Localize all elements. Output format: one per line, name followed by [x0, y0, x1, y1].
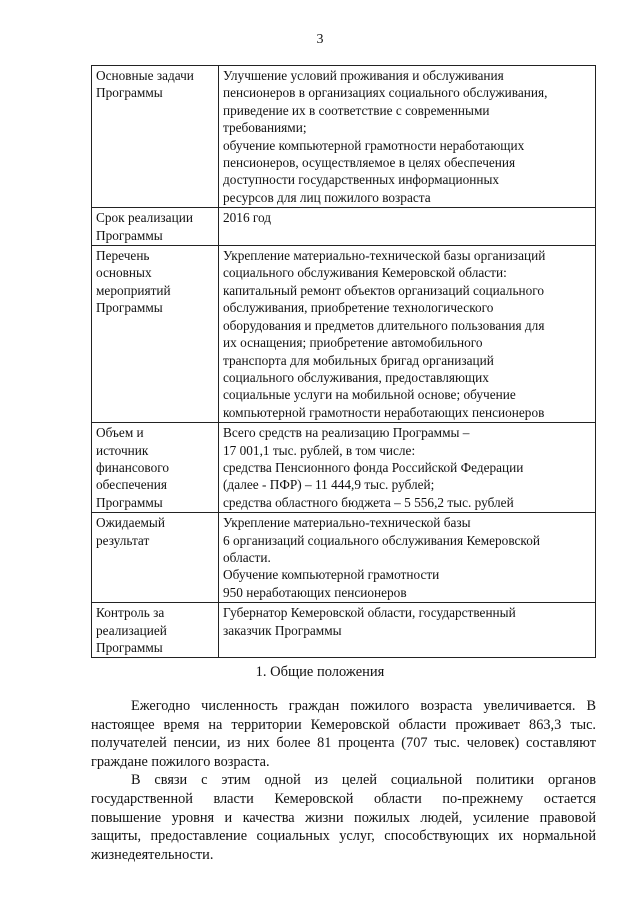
- row-value-line: социальные услуги на мобильной основе; обучение: [223, 387, 516, 403]
- row-value-cell: [219, 513, 596, 603]
- row-label-line: Объем и: [96, 425, 144, 441]
- row-value-line: компьютерной грамотности неработающих пенсионеров: [223, 404, 545, 420]
- row-label-line: обеспечения: [96, 477, 167, 493]
- row-label-cell: [92, 66, 219, 208]
- row-value-line: капитальный ремонт объектов организаций социального: [223, 282, 545, 298]
- row-label-line: основных: [96, 265, 152, 281]
- row-label-cell: [92, 513, 219, 603]
- row-value-line: оборудования и предметов длительного пользования для: [223, 317, 545, 333]
- row-value-cell: [219, 66, 596, 208]
- body-text: [91, 697, 596, 864]
- row-value-line: заказчик Программы: [223, 622, 342, 638]
- row-value-line: Обучение компьютерной грамотности: [223, 567, 440, 583]
- row-label-line: источник: [96, 442, 149, 458]
- row-value-line: Всего средств на реализацию Программы –: [223, 425, 470, 441]
- row-label-cell: [92, 246, 219, 423]
- row-value-line: Улучшение условий проживания и обслуживания: [223, 68, 504, 83]
- paragraph-line: настоящее время на территории Кемеровской области проживает 863,3 тыс.: [91, 716, 596, 733]
- row-value-line: 6 организаций социального обслуживания Кемеровской: [223, 532, 540, 548]
- row-value-line: средства Пенсионного фонда Российской Федерации: [223, 459, 524, 475]
- row-value-line: транспорта для мобильных бригад организаций: [223, 352, 494, 368]
- page-number: 3: [316, 32, 324, 47]
- row-label-cell: [92, 208, 219, 246]
- row-label-line: результат: [96, 532, 150, 548]
- table-row: [92, 66, 596, 208]
- row-value-line: обслуживания, приобретение технологического: [223, 300, 494, 316]
- row-value-line: требованиями;: [223, 120, 307, 136]
- row-label-line: Основные задачи: [96, 68, 194, 83]
- row-value-cell: [219, 423, 596, 513]
- row-label-line: Срок реализации: [96, 210, 193, 226]
- row-value-line: Укрепление материально-технической базы: [223, 515, 471, 531]
- row-label-line: Перечень: [96, 248, 150, 264]
- row-value-line: пенсионеров, осуществляемое в целях обеспечения: [223, 155, 516, 171]
- row-value-cell: [219, 603, 596, 658]
- paragraph-line: В связи с этим одной из целей социальной политики органов: [131, 772, 596, 789]
- row-label-line: Программы: [96, 300, 163, 316]
- row-value-line: области.: [223, 549, 271, 565]
- row-label-cell: [92, 603, 219, 658]
- paragraph-line: жизнедеятельности.: [91, 846, 214, 863]
- paragraph-line: граждане пожилого возраста.: [91, 753, 270, 770]
- table-row: [92, 246, 596, 423]
- row-value-line: 2016 год: [223, 210, 272, 226]
- row-value-line: (далее - ПФР) – 11 444,9 тыс. рублей;: [223, 477, 435, 493]
- paragraph-line: Ежегодно численность граждан пожилого возраста увеличивается. В: [131, 698, 596, 714]
- paragraph-line: получателей пенсии, из них более 81 процента (707 тыс. человек) составляют: [91, 735, 596, 752]
- paragraph-line: повышение уровня и качества жизни пожилых людей, усиление правовой: [91, 809, 596, 826]
- row-value-line: доступности государственных информационных: [223, 172, 500, 188]
- row-value-line: приведение их в соответствие с современными: [223, 102, 490, 118]
- row-value-line: их оснащения; приобретение автомобильного: [223, 335, 483, 351]
- row-label-line: Программы: [96, 640, 163, 655]
- row-value-line: Губернатор Кемеровской области, государственный: [223, 605, 516, 621]
- row-value-line: обучение компьютерной грамотности неработающих: [223, 137, 525, 153]
- row-value-line: ресурсов для лиц пожилого возраста: [223, 189, 431, 205]
- row-label-line: Программы: [96, 227, 163, 243]
- program-passport-table: [91, 65, 596, 658]
- row-value-line: пенсионеров в организациях социального обслуживания,: [223, 85, 548, 101]
- table-row: [92, 423, 596, 513]
- table-row: [92, 513, 596, 603]
- row-value-line: Укрепление материально-технической базы организаций: [223, 248, 546, 264]
- table-row: [92, 208, 596, 246]
- section-title: 1. Общие положения: [255, 664, 385, 680]
- row-label-line: финансового: [96, 459, 170, 475]
- row-label-line: мероприятий: [96, 282, 171, 298]
- row-label-line: Ожидаемый: [96, 515, 165, 531]
- paragraph: [91, 771, 596, 864]
- row-value-line: социального обслуживания Кемеровской области:: [223, 265, 507, 281]
- row-value-cell: [219, 208, 596, 246]
- row-label-line: Контроль за: [96, 605, 165, 621]
- row-label-line: реализацией: [96, 622, 167, 638]
- row-value-line: социального обслуживания, предоставляющих: [223, 369, 489, 385]
- row-label-line: Программы: [96, 494, 163, 510]
- row-label-cell: [92, 423, 219, 513]
- row-value-line: средства областного бюджета – 5 556,2 тыс. рублей: [223, 494, 514, 510]
- row-value-cell: [219, 246, 596, 423]
- paragraph: [91, 697, 596, 771]
- row-label-line: Программы: [96, 85, 163, 101]
- table-row: [92, 603, 596, 658]
- paragraph-line: государственной власти Кемеровской области по-прежнему остается: [91, 790, 596, 807]
- paragraph-line: защиты, предоставление социальных услуг, способствующих их нормальной: [91, 828, 596, 845]
- row-value-line: 950 неработающих пенсионеров: [223, 584, 407, 600]
- row-value-line: 17 001,1 тыс. рублей, в том числе:: [223, 442, 416, 458]
